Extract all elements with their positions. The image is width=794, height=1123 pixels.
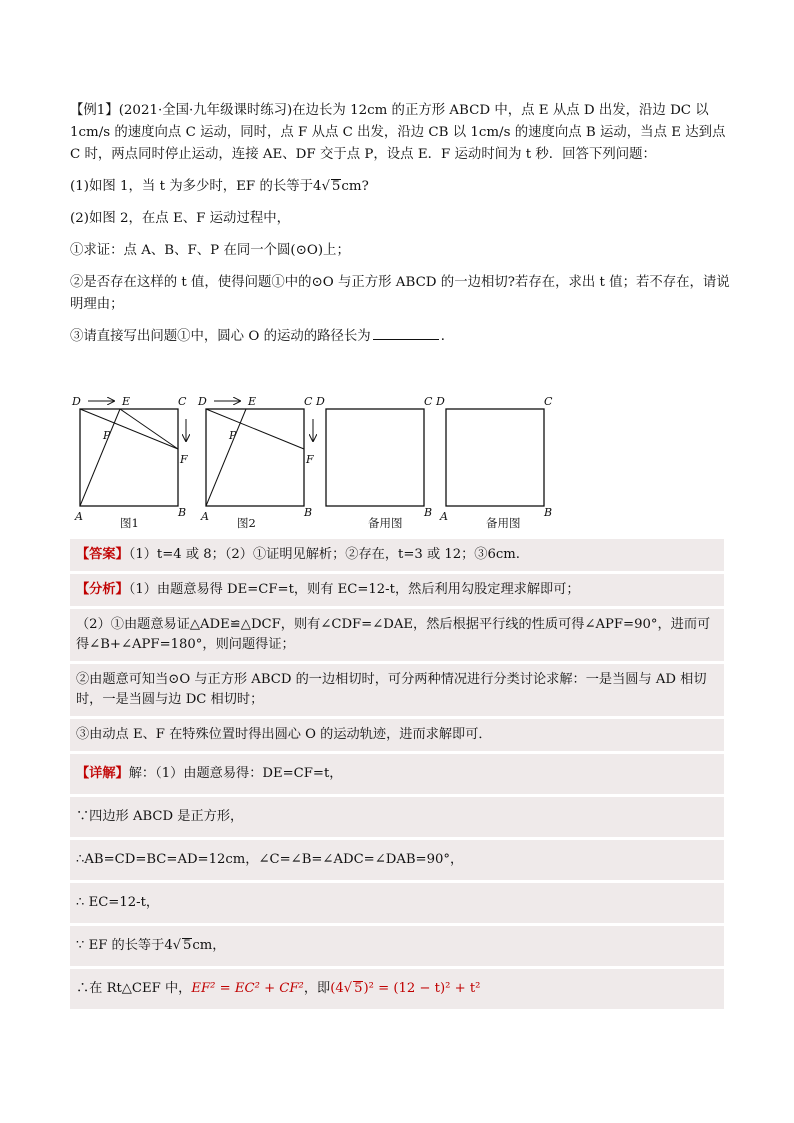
analysis-row-3: ②由题意可知当⊙O 与正方形 ABCD 的一边相切时，可分两种情况进行分类讨论求解：一是当圆与 AD 相切时，一是当圆与边 DC 相切时；: [70, 664, 724, 719]
detail-row-6: [70, 969, 724, 1012]
detail-row-5: [70, 926, 724, 969]
caption-2: 图2: [237, 516, 256, 530]
eq2-radicand: 5: [354, 981, 363, 996]
geometry-figures: [70, 393, 570, 533]
analysis-row-4: ③由动点 E、F 在特殊位置时得出圆心 O 的运动轨迹，进而求解即可．: [70, 719, 724, 754]
detail-row-2: ∵四边形 ABCD 是正方形，: [70, 797, 724, 840]
sqrt-icon: √: [321, 179, 330, 194]
segment-df-2: [206, 409, 304, 449]
analysis-row-1: [70, 574, 724, 609]
label-c-2: C: [304, 395, 313, 408]
label-d: D: [72, 395, 81, 408]
q1-text: (1)如图 1，当 t 为多少时，EF 的长等于: [70, 179, 314, 194]
segment-ae-2: [206, 409, 246, 506]
square-4: [446, 409, 544, 506]
square-1: [80, 409, 178, 506]
label-a-2: A: [201, 510, 209, 523]
segment-ae: [80, 409, 120, 506]
label-f-2: F: [306, 453, 314, 466]
q2-3-end: ．: [440, 329, 455, 344]
label-f: F: [180, 453, 188, 466]
figure-1: [71, 395, 188, 530]
eq2-right: )² = (12 − t)² + t²: [363, 981, 481, 996]
label-b-3: B: [424, 506, 433, 519]
q2-3-text: ③请直接写出问题①中，圆心 O 的运动的路径长为: [70, 329, 371, 344]
question-2-1: ①求证：点 A、B、F、P 在同一个圆(⊙O)上；: [70, 243, 350, 258]
label-a: A: [75, 510, 83, 523]
caption-3: 备用图: [368, 516, 403, 530]
detail-row-4: ∴ EC=12-t，: [70, 883, 724, 926]
label-a-4: A: [440, 510, 448, 523]
q1-radicand: 5: [331, 179, 341, 194]
square-2: [206, 409, 304, 506]
analysis-p1: （1）由题意易得 DE=CF=t，则有 EC=12-t，然后利用勾股定理求解即可；: [128, 582, 580, 597]
detail-l5-text: ∵ EF 的长等于: [76, 938, 165, 953]
question-2-2: ②是否存在这样的 t 值，使得问题①中的⊙O 与正方形 ABCD 的一边相切?若存在，求出 t 值；若不存在，请说明理由；: [70, 275, 730, 312]
label-b-4: B: [544, 506, 553, 519]
label-d-3: D: [316, 395, 325, 408]
solution-box: [70, 539, 724, 1012]
detail-l6-text: ∴在 Rt△CEF 中，: [76, 981, 192, 996]
figure-2: [197, 395, 314, 530]
equation-substituted: [330, 981, 480, 996]
label-e: E: [122, 395, 131, 408]
figure-3: [315, 395, 433, 530]
label-c-3: C: [424, 395, 433, 408]
detail-tag: 【详解】: [76, 766, 129, 781]
label-c-4: C: [544, 395, 553, 408]
analysis-row-2: （2）①由题意易证△ADE≌△DCF，则有∠CDF=∠DAE，然后根据平行线的性质可得∠APF=90°，进而可得∠B+∠APF=180°，则问题得证；: [70, 609, 724, 664]
caption-1: 图1: [120, 516, 139, 530]
problem-text: [70, 100, 730, 348]
sqrt-icon: √: [172, 938, 181, 953]
label-b: B: [178, 506, 187, 519]
detail-l5-unit: cm，: [192, 938, 226, 953]
question-2-3: [70, 326, 730, 348]
sqrt-icon: √: [343, 981, 353, 996]
detail-row-3: ∴AB=CD=BC=AD=12cm，∠C=∠B=∠ADC=∠DAB=90°，: [70, 840, 724, 883]
figure-row: [70, 393, 570, 533]
answer-text: （1）t=4 或 8；（2）①证明见解析；②存在，t=3 或 12；③6cm.: [128, 547, 520, 562]
answer-row: [70, 539, 724, 574]
question-2: (2)如图 2，在点 E、F 运动过程中，: [70, 211, 291, 226]
label-b-2: B: [304, 506, 313, 519]
caption-4: 备用图: [486, 516, 521, 530]
detail-l5-radicand: 5: [183, 938, 192, 953]
label-d-2: D: [198, 395, 207, 408]
detail-l1: 解：（1）由题意易得：DE=CF=t，: [128, 766, 343, 781]
detail-l5-coef: 4: [164, 938, 173, 953]
label-c: C: [178, 395, 187, 408]
detail-l6-mid: ，即: [303, 981, 331, 996]
detail-row-1: [70, 754, 724, 797]
figure-4: [435, 395, 553, 530]
label-d-4: D: [436, 395, 445, 408]
problem-intro: 【例1】(2021·全国·九年级课时练习)在边长为 12cm 的正方形 ABCD 中，点 E 从点 D 出发，沿边 DC 以 1cm/s 的速度向点 C 运动，同时，点 F 从点 C 出发，沿边 CB 以 1cm/s 的速度向点 B 运动，当点 E 达到点 C 时，两点同时停止运动，连接 AE、DF 交于点 P，设点 E．F 运动时间为 t 秒．回答下列问题：: [70, 103, 726, 162]
analysis-tag: 【分析】: [76, 582, 129, 597]
label-p: P: [103, 429, 111, 442]
answer-blank: [373, 327, 439, 340]
q1-coef: 4: [313, 179, 322, 194]
answer-tag: 【答案】: [76, 547, 129, 562]
question-1: [70, 176, 730, 198]
label-p-2: P: [229, 429, 237, 442]
equation-pythagoras: EF² = EC² + CF²: [191, 981, 304, 996]
eq2-left: (4: [330, 981, 344, 996]
q1-unit: cm?: [341, 179, 369, 194]
label-e-2: E: [248, 395, 257, 408]
square-3: [326, 409, 424, 506]
